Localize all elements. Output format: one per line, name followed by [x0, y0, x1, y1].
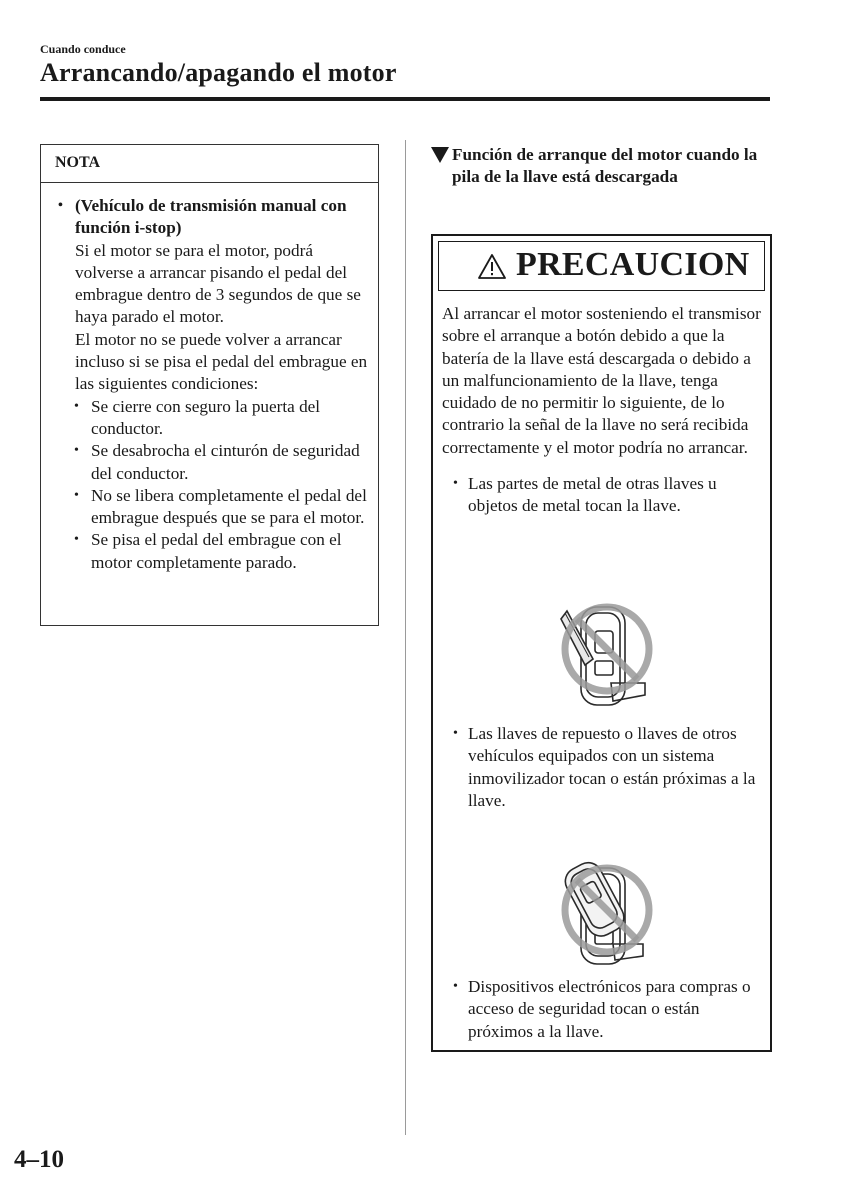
page-title: Arrancando/apagando el motor [40, 58, 397, 87]
section-label: Cuando conduce [40, 42, 126, 56]
caution-box [431, 234, 772, 1052]
nota-heading: • (Vehículo de transmisión manual con función i-stop) [55, 195, 373, 240]
nota-list-item: • No se libera completamente el pedal del embrague después que se para el motor. [55, 485, 373, 530]
header-rule [40, 97, 770, 101]
prohibited-spare-key-icon [555, 848, 655, 978]
nota-paragraph-1: Si el motor se para el motor, podrá volverse a arrancar pisando el pedal del embrague dentro de 3 segundos de que se haya parado el motor. [75, 240, 361, 327]
caution-text-2 [442, 723, 768, 812]
function-heading [431, 144, 771, 189]
caution-label: PRECAUCION [516, 246, 750, 283]
caution-text [442, 303, 768, 518]
caution-list-item: • Las llaves de repuesto o llaves de otros vehículos equipados con un sistema inmovilizador tocan o están próximas a la llave. [442, 723, 768, 812]
caution-header [438, 241, 765, 291]
page-number: 4–10 [14, 1146, 64, 1173]
triangle-marker-icon [431, 147, 449, 163]
nota-label: NOTA [55, 154, 101, 171]
nota-body [55, 195, 373, 574]
prohibited-metal-key-icon [555, 591, 655, 721]
warning-triangle-icon [477, 253, 507, 280]
nota-paragraph-2: El motor no se puede volver a arrancar incluso si se pisa el pedal del embrague en las siguientes condiciones: [75, 329, 368, 394]
function-heading-text: Función de arranque del motor cuando la pila de la llave está descargada [452, 145, 758, 187]
nota-list-item: • Se pisa el pedal del embrague con el motor completamente parado. [55, 529, 373, 574]
nota-list-item: • Se cierre con seguro la puerta del conductor. [55, 396, 373, 441]
column-divider [405, 140, 406, 1135]
caution-list-item: • Las partes de metal de otras llaves u objetos de metal tocan la llave. [442, 473, 768, 518]
caution-intro: Al arrancar el motor sosteniendo el transmisor sobre el arranque a botón debido a que la batería de la llave está descargada o debido a un malfuncionamiento de la llave, tenga cuidado de no permitir lo siguiente, de lo contrario la señal de la llave no será recibida correctamente y el motor podría no arrancar. [442, 304, 761, 457]
nota-box [40, 144, 379, 626]
nota-list-item: • Se desabrocha el cinturón de seguridad del conductor. [55, 440, 373, 485]
caution-text-3 [442, 976, 768, 1043]
nota-header [41, 145, 378, 183]
caution-list-item: • Dispositivos electrónicos para compras o acceso de seguridad tocan o están próximos a la llave. [442, 976, 768, 1043]
